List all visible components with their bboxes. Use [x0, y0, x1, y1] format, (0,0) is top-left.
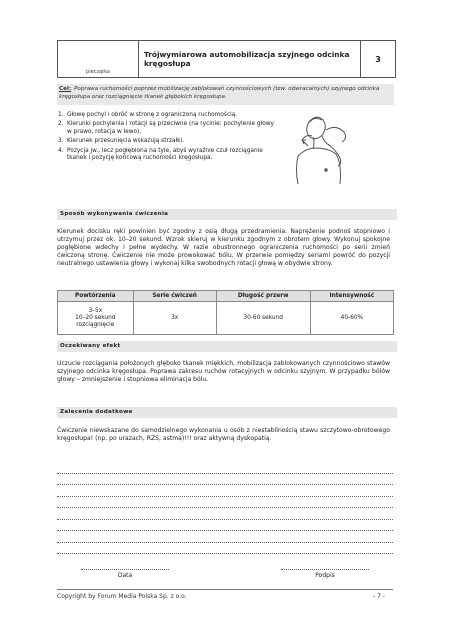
copyright-text: Copyright by Forum Media Polska Sp. z o.o.	[57, 593, 187, 600]
section-header-effect: Oczekiwany efekt	[57, 341, 397, 352]
section-header-recommendations: Zalecenia dodatkowe	[57, 407, 397, 418]
note-line	[57, 543, 393, 555]
repetitions-cell: 3–5x 10–20 sekund rozciągnięcie	[58, 302, 134, 335]
table-row	[58, 302, 394, 335]
stamp-label: pieczątka	[86, 69, 110, 75]
date-label: Data	[117, 572, 133, 579]
table-header: Długość przerw	[216, 291, 310, 302]
sign-signature-line	[281, 569, 369, 570]
goal-label: Cel:	[59, 86, 72, 92]
effect-paragraph: Uczucie rozciągania położonych głęboko tkanek miękkich, mobilizacja zablokowanych czynnościowo stawów szyjnego odcinka kręgosłupa. Poprawa zakresu ruchów rotacyjnych w odcinku szyjnym. W przypadku bólów głowy – zmniejszenie i stopniowa eliminacja bólu.	[57, 360, 390, 383]
table-header: Serie ćwiczeń	[133, 291, 216, 302]
header-box	[57, 40, 396, 78]
stamp-cell	[58, 41, 139, 77]
goal-box	[57, 84, 394, 105]
note-line	[57, 531, 393, 543]
list-item	[58, 121, 280, 136]
footer-divider	[57, 589, 393, 590]
step-text: Kierunek przesunięcia wskazują strzałki.	[67, 138, 184, 145]
note-line	[57, 520, 393, 532]
step-number: 2.	[58, 121, 64, 128]
step-text: Pozycja jw., lecz pogłębiona na tyle, abyś wyraźnie czuł rozciąganie tkanek i pozycję końcową ruchomości kręgosłupa.	[67, 147, 263, 162]
step-text: Kierunki pochylenia i rotacji są przeciwne (na rycinie: pochylenie głowy w prawo, rotacja w lewo).	[67, 121, 274, 135]
recommendations-paragraph: Ćwiczenie niewskazane do samodzielnego wykonania u osób z niestabilnością stawu szczytowo-obrotowego kręgosłupa! (np. po urazach, RZS, astma)!!! oraz aktywną dyskopatią.	[57, 427, 390, 442]
step-number: 4.	[58, 147, 64, 154]
list-item	[58, 148, 280, 163]
list-item	[58, 112, 280, 119]
section-header-method: Sposób wykonywania ćwiczenia	[57, 209, 397, 220]
step-number: 1.	[58, 112, 64, 118]
parameters-table	[57, 290, 394, 335]
exercise-title: Trójwymiarowa automobilizacja szyjnego odcinka kręgosłupa	[139, 41, 361, 77]
table-header: Intensywność	[310, 291, 393, 302]
note-line	[57, 474, 393, 486]
intensity-cell: 40-60%	[310, 302, 393, 335]
method-paragraph: Kierunek docisku ręki powinien być zgodny z osią długą przedramienia. Naprężenie podnoś stopniowo i utrzymuj przez ok. 10–20 sekund. Wzrok skieruj w kierunku zgodnym z obrotem głowy. Wykonuj spokojne pogłębione wdechy i pełne wydechy. W razie obustronnego ograniczenia ruchomości po serii zmień ćwiczoną stronę. Ćwiczenie nie może prowokować bólu. W przerwie pomiędzy seriami powróć do pozycji neutralnego ustawienia głowy i wykonaj kilka swobodnych rotacji głową w obydwie strony.	[57, 228, 390, 267]
neck-exercise-illustration	[288, 110, 358, 186]
exercise-number: 3	[375, 54, 381, 64]
step-text: Głowę pochyl i obróć w stronę z ograniczoną ruchomością.	[67, 112, 238, 118]
note-line	[57, 497, 393, 509]
note-line	[57, 462, 393, 474]
sign-label: Podpis	[315, 572, 335, 579]
goal-text: Poprawa ruchomości poprzez mobilizację zablokowań czynnościowych (tzw. odwracalnych) szyjnego odcinka kręgosłupa oraz rozciągnięcie tkanek głębokich kręgosłupa.	[59, 86, 380, 100]
table-header: Powtórzenia	[58, 291, 134, 302]
list-item	[58, 138, 280, 145]
note-line	[57, 508, 393, 520]
series-cell: 3x	[133, 302, 216, 335]
breaks-cell: 30-60 sekund	[216, 302, 310, 335]
step-number: 3.	[58, 138, 64, 145]
steps-list	[58, 112, 280, 164]
note-line	[57, 485, 393, 497]
page-number: - 7 -	[373, 593, 385, 600]
date-signature-line	[81, 569, 169, 570]
notes-lines	[57, 462, 393, 554]
